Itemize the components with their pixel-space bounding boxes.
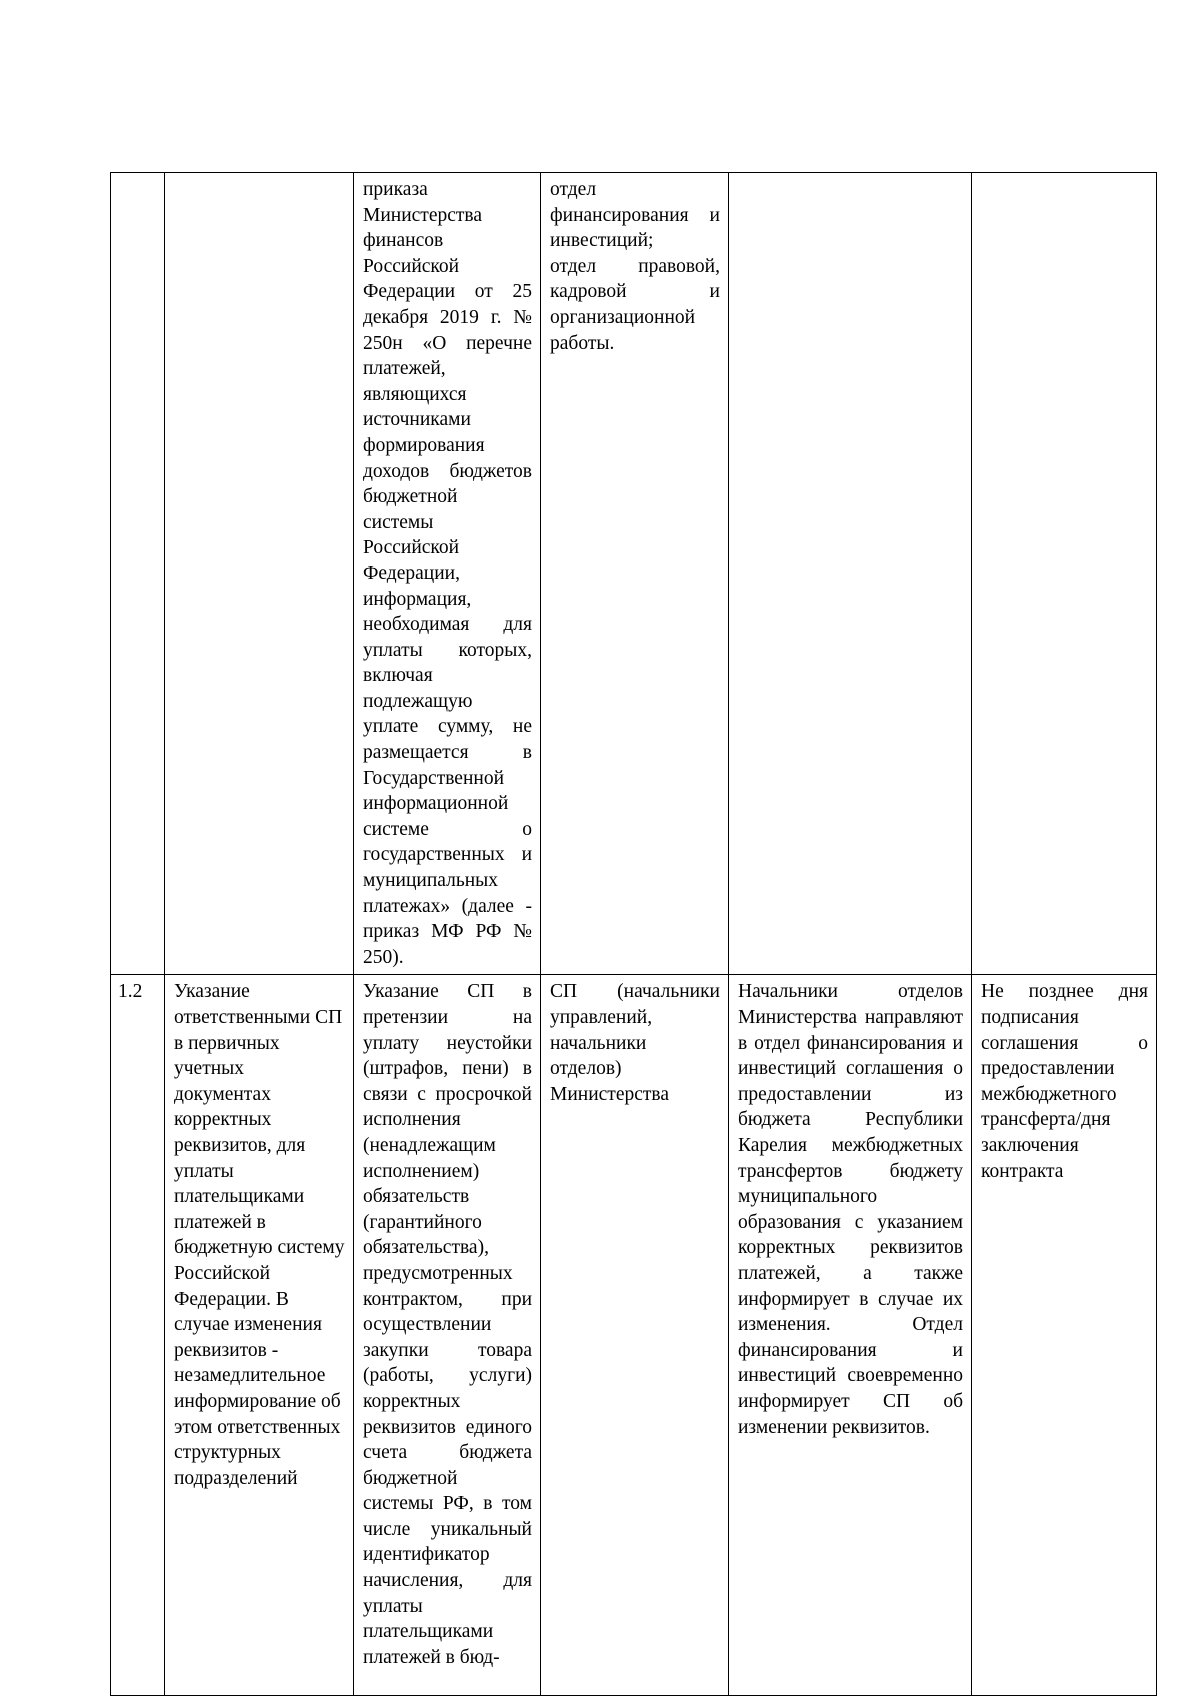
cell-deadline: Не позднее дня подписания соглашения о предоставлении межбюджетного трансферта/дня заключения контракта	[972, 975, 1157, 1696]
cell-responsible: СП (начальники управлений, начальники отделов) Министерства	[541, 975, 729, 1696]
cell-requirement	[165, 173, 354, 975]
cell-number: 1.2	[111, 975, 165, 1696]
cell-procedure: Начальники отделов Министерства направляют в отдел финансирования и инвестиций соглашения о предоставлении из бюджета Республики Карелия межбюджетных трансфертов бюджету муниципального образования с указанием корректных реквизитов платежей, а также информирует в случае их изменения. Отдел финансирования и инвестиций своевременно информирует СП об изменении реквизитов.	[729, 975, 972, 1696]
cell-deadline	[972, 173, 1157, 975]
control-measures-table	[110, 172, 1157, 1696]
cell-requirement: Указание ответственными СП в первичных учетных документах корректных реквизитов, для уплаты плательщиками платежей в бюджетную систему Российской Федерации. В случае изменения реквизитов - незамедлительное информирование об этом ответственных структурных подразделений	[165, 975, 354, 1696]
cell-regulation: Указание СП в претензии на уплату неустойки (штрафов, пени) в связи с просрочкой исполнения (ненадлежащим исполнением) обязательств (гарантийного обязательства), предусмотренных контрактом, при осуществлении закупки товара (работы, услуги) корректных реквизитов единого счета бюджета бюджетной системы РФ, в том числе уникальный идентификатор начисления, для уплаты плательщиками платежей в бюд-	[354, 975, 541, 1696]
table-row	[111, 975, 1157, 1696]
cell-responsible: отдел финансирования и инвестиций; отдел правовой, кадровой и организационной работы.	[541, 173, 729, 975]
table-row	[111, 173, 1157, 975]
cell-procedure	[729, 173, 972, 975]
cell-number	[111, 173, 165, 975]
cell-regulation: приказа Министерства финансов Российской Федерации от 25 декабря 2019 г. № 250н «О перечне платежей, являющихся источниками формирования доходов бюджетов бюджетной системы Российской Федерации, информация, необходимая для уплаты которых, включая подлежащую уплате сумму, не размещается в Государственной информационной системе о государственных и муниципальных платежах» (далее - приказ МФ РФ № 250).	[354, 173, 541, 975]
